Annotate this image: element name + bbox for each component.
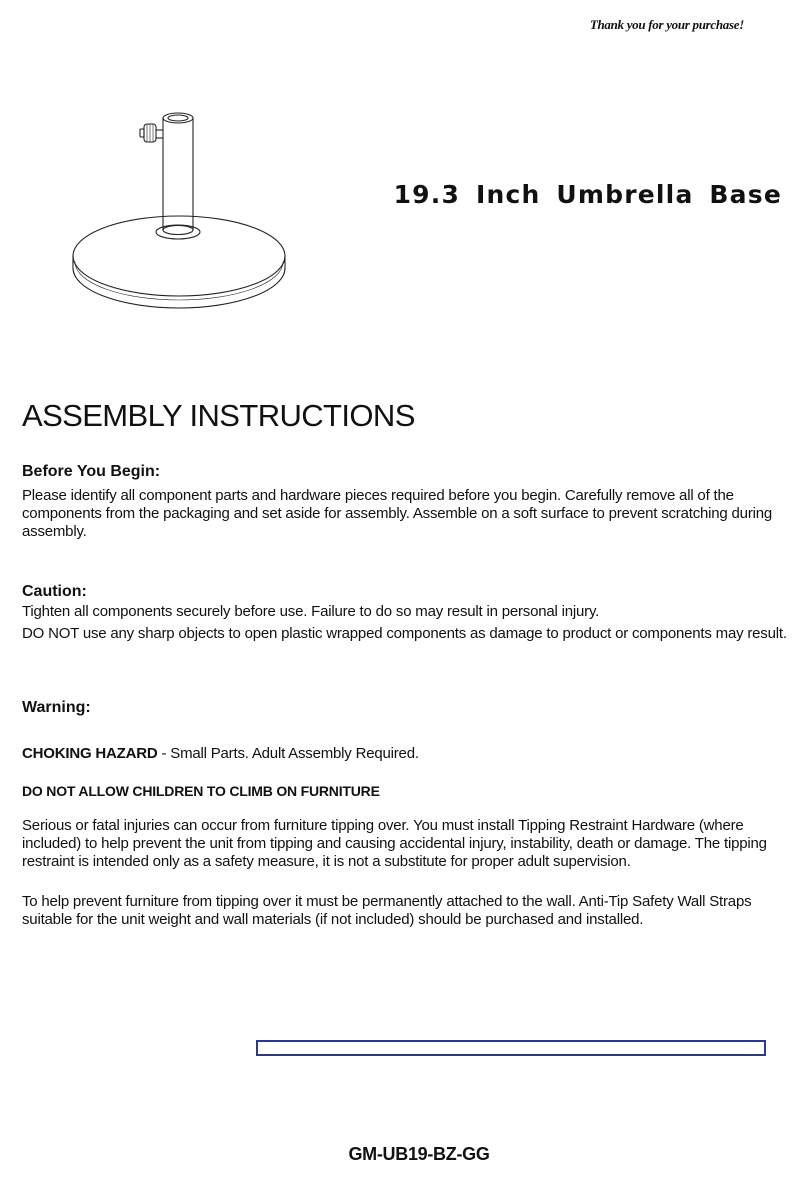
before-you-begin-text: Please identify all component parts and hardware pieces required before you begin. Carefully remove all of the components from the packaging and set aside for assembly. Assemble on a soft surface to prevent scratching during assembly.	[22, 487, 773, 540]
choking-hazard-label: CHOKING HAZARD	[22, 745, 158, 762]
thank-you-note: Thank you for your purchase!	[589, 17, 744, 32]
caution-line-1: Tighten all components securely before use. Failure to do so may result in personal injury.	[22, 603, 600, 620]
choking-hazard-text	[22, 745, 792, 763]
caution-line-2: DO NOT use any sharp objects to open plastic wrapped components as damage to product or components may result.	[22, 625, 787, 642]
blank-box-line	[256, 1040, 766, 1056]
product-title: 19.3 Inch Umbrella Base	[393, 180, 782, 209]
wall-straps-text: To help prevent furniture from tipping over it must be permanently attached to the wall. Anti-Tip Safety Wall Straps suitable for the unit weight and wall materials (if not included) should be purchased and installed.	[22, 893, 752, 928]
before-you-begin-heading: Before You Begin:	[22, 463, 161, 480]
model-number	[0, 1144, 808, 1165]
page-title: ASSEMBLY INSTRUCTIONS	[22, 398, 415, 433]
model-number-text: GM-UB19-BZ-GG	[348, 1144, 490, 1164]
warning-heading: Warning:	[22, 699, 91, 716]
choking-hazard-detail: - Small Parts. Adult Assembly Required.	[157, 745, 419, 762]
tipping-warning-text: Serious or fatal injuries can occur from furniture tipping over. You must install Tipping Restraint Hardware (where included) to help prevent the unit from tipping and causing accidental injury, instability, death or damage. The tipping restraint is intended only as a safety measure, it is not a substitute for proper adult supervision.	[22, 817, 767, 870]
umbrella-base-illustration	[64, 108, 294, 318]
caution-heading: Caution:	[22, 583, 87, 600]
climb-warning: DO NOT ALLOW CHILDREN TO CLIMB ON FURNITURE	[22, 783, 380, 799]
